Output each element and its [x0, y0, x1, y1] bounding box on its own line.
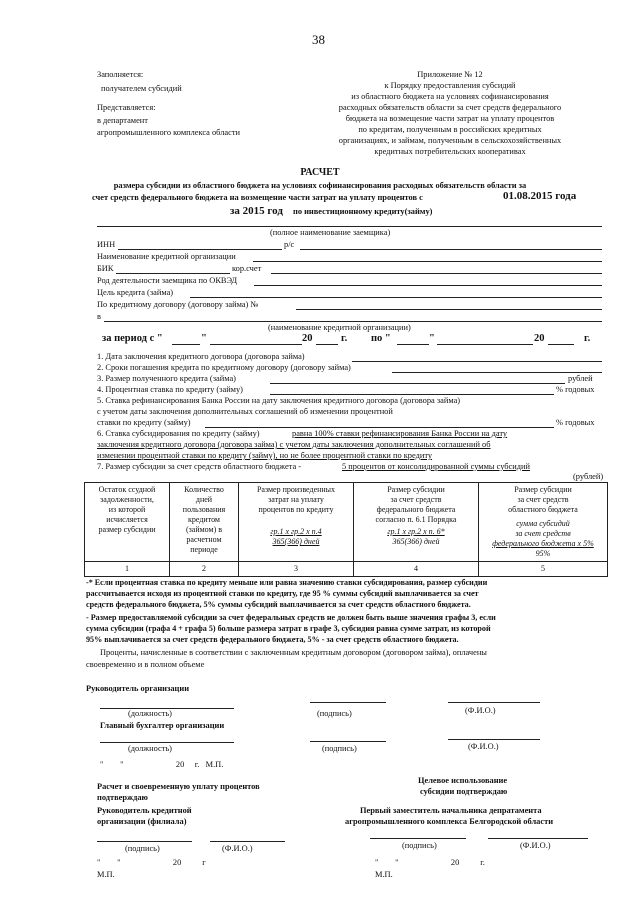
item-6-value-2: заключения кредитного договора (договора займа) с учетом даты заключения дополнительных соглашений об — [97, 440, 491, 449]
doc-date: 01.08.2015 года — [503, 190, 577, 202]
period-year-to: 20 — [534, 333, 545, 344]
fio-caption: (Ф.И.О.) — [468, 742, 499, 751]
deputy-sign-caption: (подпись) — [402, 841, 437, 850]
item-6-label: 6. Ставка субсидирования по кредиту (займу) — [97, 429, 260, 438]
rs-label: р/с — [284, 240, 295, 249]
bank-name-label: Наименование кредитной организации — [97, 252, 236, 261]
appendix-line: из областного бюджета на условиях софинансирования — [351, 92, 549, 101]
note-1b: рассчитывается исходя из процентной ставки по кредиту, где 95 % суммы субсидий выплачивается за счет — [86, 589, 479, 598]
paid-statement-2: своевременно и в полном объеме — [86, 660, 205, 669]
bank-sign-caption: (подпись) — [125, 844, 160, 853]
appendix-line: организациях, и займам, полученным в сельскохозяйственных — [338, 136, 562, 145]
period-month-to[interactable] — [437, 344, 533, 345]
item-2-field[interactable] — [392, 372, 602, 373]
period-g2: г. — [584, 333, 591, 344]
item-7-value: 5 процентов от консолидированной суммы субсидий — [342, 462, 530, 471]
bank-name-field[interactable] — [253, 261, 602, 262]
head-fio-field[interactable] — [448, 702, 540, 703]
table-cell: 2 — [170, 562, 239, 577]
col-1-header: Остаток ссудной задолженности, из которой исчисляется размер субсидии — [85, 483, 170, 562]
period-yy-from[interactable] — [316, 344, 338, 345]
bank-fio-field[interactable] — [210, 841, 285, 842]
subsidy-table — [84, 482, 608, 577]
item-1-field[interactable] — [352, 361, 602, 362]
contract-label: По кредитному договору (договору займа) № — [97, 300, 259, 309]
fill-by-value: получателем субсидий — [101, 84, 182, 93]
note-1c: средств федерального бюджета, 5% суммы субсидий выплачивается за счет средств областного бюджета. — [86, 600, 471, 609]
bank-date: " " 20 г — [97, 858, 206, 867]
appendix-line: кредитных потребительских кооперативах — [374, 147, 526, 156]
period-label: за период с " — [102, 333, 163, 344]
item-2-label: 2. Сроки погашения кредита по кредитному договору (договору займа) — [97, 363, 351, 372]
period-quote-2: " — [429, 333, 435, 344]
item-1-label: 1. Дата заключения кредитного договора (договора займа) — [97, 352, 305, 361]
paid-statement: Проценты, начисленные в соответствии с заключенным кредитным договором (договором займа), оплачены — [100, 648, 487, 657]
deputy-date: " " 20 г. — [375, 858, 485, 867]
appendix-line: расходных обязательств области за счет средств федерального — [338, 103, 562, 112]
acc-position-field[interactable] — [100, 742, 234, 743]
okved-label: Род деятельности заемщика по ОКВЭД — [97, 276, 238, 285]
page-number: 38 — [312, 32, 325, 47]
acc-fio-field[interactable] — [448, 739, 540, 740]
appendix-title: Приложение № 12 — [417, 70, 483, 79]
item-6-value: равна 100% ставки рефинансирования Банка России на дату — [292, 429, 508, 438]
bank-sign-field[interactable] — [97, 841, 192, 842]
position-caption: (должность) — [128, 709, 172, 718]
rub-caption: (рублей) — [573, 472, 604, 481]
kor-label: кор.счет — [232, 264, 262, 273]
doc-title: РАСЧЕТ — [300, 167, 340, 178]
deputy-sign-field[interactable] — [370, 838, 466, 839]
col-2-header: Количество дней пользования кредитом (займом) в расчетном периоде — [170, 483, 239, 562]
item-3-field[interactable] — [270, 383, 565, 384]
date-mp-line: " " 20 г. М.П. — [100, 760, 224, 769]
fill-by-label: Заполняется: — [97, 70, 144, 79]
bank-org-field[interactable] — [104, 321, 602, 322]
item-3-label: 3. Размер полученного кредита (займа) — [97, 374, 236, 383]
table-cell: 3 — [239, 562, 354, 577]
col-4-header: Размер субсидии за счет средств федерального бюджета согласно п. 6.1 Порядка гр.1 х гр.2 х п. 6* 365(366) дней — [354, 483, 479, 562]
position-caption: (должность) — [128, 744, 172, 753]
item-5-label-2: с учетом даты заключения дополнительных соглашений об изменении процентной — [97, 407, 393, 416]
bik-field[interactable] — [116, 273, 230, 274]
bank-fio-caption: (Ф.И.О.) — [222, 844, 253, 853]
item-6-value-3: изменении процентной ставки по кредиту (займу), но не более процентной ставки по кредиту — [97, 451, 433, 460]
acc-sign-field[interactable] — [310, 741, 386, 742]
table-cell: 4 — [354, 562, 479, 577]
item-5-label-3: ставки по кредиту (займу) — [97, 418, 191, 427]
head-label: Руководитель организации — [86, 684, 190, 693]
appendix-line: по кредитам, полученным в российских кредитных — [358, 125, 542, 134]
item-5-label: 5. Ставка рефинансирования Банка России на дату заключения кредитного договора (договора займа) — [97, 396, 461, 405]
deputy-fio-field[interactable] — [488, 838, 588, 839]
bank-head-label-2: организации (филиала) — [97, 817, 187, 826]
inn-label: ИНН — [97, 240, 116, 249]
item-7-label: 7. Размер субсидии за счет средств областного бюджета - — [97, 462, 302, 471]
deputy-mp: М.П. — [375, 870, 393, 879]
bank-head-label: Руководитель кредитной — [97, 806, 192, 815]
confirm-right-2: субсидии подтверждаю — [420, 787, 508, 796]
bank-mp: М.П. — [97, 870, 115, 879]
doc-year: за 2015 год — [230, 205, 283, 217]
confirm-right: Целевое использование — [418, 776, 508, 785]
goal-label: Цель кредита (займа) — [97, 288, 174, 297]
col-3-header: Размер произведенных затрат на уплату процентов по кредиту гр.1 х гр.2 х п.4 365(366) дней — [239, 483, 354, 562]
doc-subtitle-3: по инвестиционному кредиту(займу) — [293, 207, 433, 216]
item-4-unit: % годовых — [556, 385, 595, 394]
goal-field[interactable] — [190, 297, 602, 298]
period-yy-to[interactable] — [548, 344, 574, 345]
deputy-label: Первый заместитель начальника депратамента — [360, 806, 542, 815]
period-quote: " — [201, 333, 207, 344]
rs-field[interactable] — [300, 249, 602, 250]
table-cell: 5 — [479, 562, 608, 577]
item-3-unit: рублей — [568, 374, 593, 383]
sign-caption: (подпись) — [317, 709, 352, 718]
period-day-to[interactable] — [397, 344, 429, 345]
head-sign-field[interactable] — [310, 702, 386, 703]
inn-field[interactable] — [118, 249, 282, 250]
period-month-from[interactable] — [210, 344, 302, 345]
doc-subtitle-2: счет средств федерального бюджета на возмещение части затрат на уплату процентов с — [92, 193, 423, 202]
item-5-field[interactable] — [205, 427, 554, 428]
borrower-line[interactable] — [97, 226, 602, 227]
borrower-caption: (полное наименование заемщика) — [270, 228, 391, 237]
item-4-field[interactable] — [270, 394, 554, 395]
note-1: -* Если процентная ставка по кредиту меньше или равна значению ставки субсидирования, размер субсидии — [86, 578, 488, 587]
kor-field[interactable] — [271, 273, 602, 274]
col-5-header: Размер субсидии за счет средств областного бюджета сумма субсидий за счет средств федерального бюджета х 5% 95% — [479, 483, 608, 562]
submit-to-label: Представляется: — [97, 103, 156, 112]
table-header-row — [85, 483, 608, 562]
table-number-row — [85, 562, 608, 577]
bank-org-caption: (наименование кредитной организации) — [268, 323, 411, 332]
contract-field[interactable] — [296, 309, 602, 310]
sign-caption: (подпись) — [322, 744, 357, 753]
confirm-left: Расчет и своевременную уплату процентов — [97, 782, 260, 791]
deputy-label-2: агропромышленного комплекса Белгородской области — [345, 817, 554, 826]
submit-to-value: в департамент — [97, 116, 148, 125]
deputy-fio-caption: (Ф.И.О.) — [520, 841, 551, 850]
appendix-line: к Порядку предоставления субсидий — [384, 81, 516, 90]
table-cell: 1 — [85, 562, 170, 577]
note-2c: 95% выплачивается за счет средств федерального бюджета, 5% - за счет средств областного бюджета. — [86, 635, 459, 644]
period-to-label: по " — [371, 333, 391, 344]
note-2b: сумма субсидии (графа 4 + графа 5) больше размера затрат в графе 3, субсидия равна сумме затрат, из которой — [86, 624, 491, 633]
note-2: - Размер предоставляемой субсидии за счет федеральных средств не должен быть выше значения графы 3, если — [86, 613, 496, 622]
chief-accountant-label: Главный бухгалтер организации — [100, 721, 225, 730]
period-year-from: 20 — [302, 333, 313, 344]
bik-label: БИК — [97, 264, 114, 273]
item-5-unit: % годовых — [556, 418, 595, 427]
period-day-from[interactable] — [172, 344, 200, 345]
period-g1: г. — [341, 333, 348, 344]
v-label: в — [97, 312, 101, 321]
doc-subtitle: размера субсидии из областного бюджета на условиях софинансирования расходных обязательств области за — [113, 181, 527, 190]
fio-caption: (Ф.И.О.) — [465, 706, 496, 715]
submit-to-value-2: агропромышленного комплекса области — [97, 128, 240, 137]
okved-field[interactable] — [254, 285, 602, 286]
appendix-line: бюджета на возмещение части затрат на уплату процентов — [345, 114, 555, 123]
confirm-left-2: подтверждаю — [97, 793, 148, 802]
item-4-label: 4. Процентная ставка по кредиту (займу) — [97, 385, 243, 394]
